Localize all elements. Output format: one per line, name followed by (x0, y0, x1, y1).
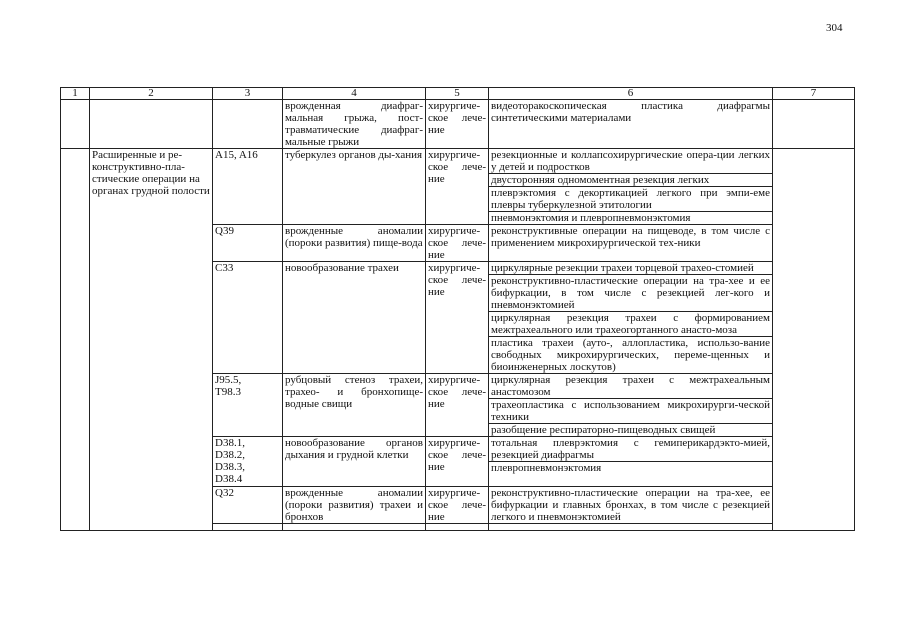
header-cell: 3 (213, 88, 283, 100)
method-cell: плеврэктомия с декортикацией легкого при эмпи-еме плевры туберкулезной этитологии (489, 187, 773, 212)
method-cell: пластика трахеи (ауто-, аллопластика, использо-вание свободных микрохирургических, переме-щенных и биоинженерных лоскутов) (489, 337, 773, 374)
col7-cell (773, 100, 855, 149)
codes-cell: C33 (213, 262, 283, 374)
header-row (61, 88, 855, 100)
method-cell: трахеопластика с использованием микрохирурги-ческой техники (489, 399, 773, 424)
diagnosis-cell: врожденная диафраг-мальная грыжа, пост-травматические диафраг-мальные грыжи (283, 100, 426, 149)
method-cell: реконструктивно-пластические операции на тра-хее и ее бифуркации, в том числе с резекцией лег-кого и пневмонэктомией (489, 275, 773, 312)
header-cell: 1 (61, 88, 90, 100)
codes-cell: A15, A16 (213, 149, 283, 225)
col7-cell (773, 149, 855, 531)
method-cell: резекционные и коллапсохирургические опера-ции легких у детей и подростков (489, 149, 773, 174)
table-row (61, 149, 855, 174)
section-title: Расширенные и ре-конструктивно-пла-стические операции на органах грудной полости (90, 149, 213, 531)
diagnosis-cell: новообразование трахеи (283, 262, 426, 374)
diagnosis-cell: новообразование органов дыхания и грудной клетки (283, 437, 426, 487)
codes-cell: Q39 (213, 225, 283, 262)
method-cell: реконструктивно-пластические операции на тра-хее, ее бифуркации и главных бронхах, в том числе с резекцией легкого и пневмонэктомией (489, 487, 773, 524)
treatment-cell: хирургиче-ское лече-ние (426, 225, 489, 262)
method-cell: плевропневмонэктомия (489, 462, 773, 487)
codes-cell: J95.5, T98.3 (213, 374, 283, 437)
header-cell: 7 (773, 88, 855, 100)
method-cell: видеоторакоскопическая пластика диафрагмы синтетическими материалами (489, 100, 773, 149)
col1-cell (61, 149, 90, 531)
method-cell: двусторонняя одномоментная резекция легких (489, 174, 773, 187)
treatment-cell: хирургиче-ское лече-ние (426, 437, 489, 487)
treatment-cell: хирургиче-ское лече-ние (426, 100, 489, 149)
header-cell: 5 (426, 88, 489, 100)
codes-cell: Q32 (213, 487, 283, 524)
header-cell: 6 (489, 88, 773, 100)
col1-cell (61, 100, 90, 149)
treatment-cell: хирургиче-ское лече-ние (426, 262, 489, 374)
codes-cell: D38.1, D38.2, D38.3, D38.4 (213, 437, 283, 487)
method-cell: тотальная плеврэктомия с гемиперикардэкто-мией, резекцией диафрагмы (489, 437, 773, 462)
diagnosis-cell: врожденные аномалии (пороки развития) пище-вода (283, 225, 426, 262)
method-cell: реконструктивные операции на пищеводе, в том числе с применением микрохирургической тех-ники (489, 225, 773, 262)
diagnosis-cell: рубцовый стеноз трахеи, трахео- и бронхопище-водные свищи (283, 374, 426, 437)
header-cell: 2 (90, 88, 213, 100)
table-row (61, 100, 855, 149)
method-cell: пневмонэктомия и плевропневмонэктомия (489, 212, 773, 225)
method-cell: циркулярные резекции трахеи торцевой трахео-стомией (489, 262, 773, 275)
codes-cell (213, 100, 283, 149)
diagnosis-cell: врожденные аномалии (пороки развития) трахеи и бронхов (283, 487, 426, 524)
procedures-table (60, 87, 855, 531)
diagnosis-cell (283, 524, 426, 531)
method-cell (489, 524, 773, 531)
method-cell: циркулярная резекция трахеи с межтрахеальным анастомозом (489, 374, 773, 399)
codes-cell (213, 524, 283, 531)
page-number: 304 (826, 22, 843, 34)
treatment-cell (426, 524, 489, 531)
diagnosis-cell: туберкулез органов ды-хания (283, 149, 426, 225)
treatment-cell: хирургиче-ское лече-ние (426, 374, 489, 437)
treatment-cell: хирургиче-ское лече-ние (426, 149, 489, 225)
method-cell: циркулярная резекция трахеи с формированием межтрахеального или трахеогортанного анасто-моза (489, 312, 773, 337)
col2-cell (90, 100, 213, 149)
method-cell: разобщение респираторно-пищеводных свищей (489, 424, 773, 437)
treatment-cell: хирургиче-ское лече-ние (426, 487, 489, 524)
header-cell: 4 (283, 88, 426, 100)
